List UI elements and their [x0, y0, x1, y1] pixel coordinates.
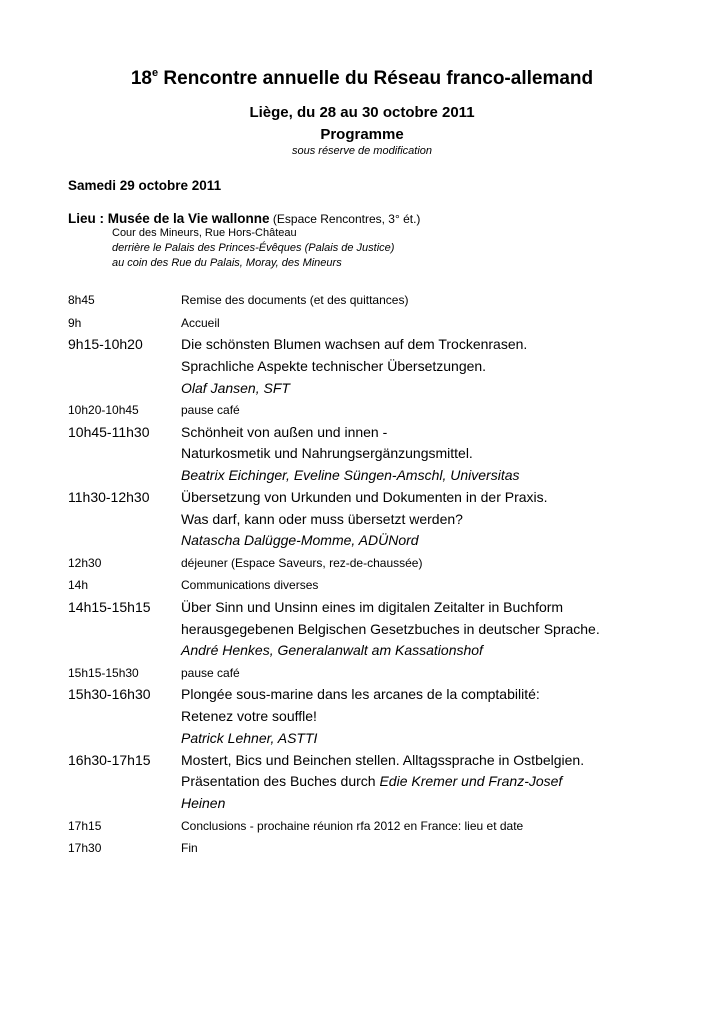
schedule-speaker-name: Heinen [181, 795, 226, 811]
schedule-time: 17h15 [68, 819, 102, 833]
page-subtitle: Liège, du 28 au 30 octobre 2011 [249, 104, 475, 121]
schedule-desc: déjeuner (Espace Saveurs, rez-de-chaussée) [181, 556, 423, 570]
schedule-time: 8h45 [68, 293, 95, 307]
page-title [0, 68, 724, 90]
title-superscript: e [152, 66, 159, 79]
schedule-speaker-name: André Henkes, Generalanwalt am Kassationshof [181, 642, 483, 658]
programme-heading: Programme [320, 126, 404, 143]
schedule-time: 12h30 [68, 556, 102, 570]
schedule-desc: Übersetzung von Urkunden und Dokumenten in der Praxis. [181, 489, 548, 505]
schedule-desc: Schönheit von außen und innen - [181, 424, 388, 440]
schedule-time: 11h30-12h30 [68, 489, 150, 505]
schedule-desc [181, 773, 711, 789]
venue-line [68, 211, 420, 226]
schedule-desc: Was darf, kann oder muss übersetzt werden? [181, 511, 463, 527]
schedule-time: 15h30-16h30 [68, 686, 151, 702]
schedule-desc: Plongée sous-marine dans les arcanes de la comptabilité: [181, 686, 540, 702]
schedule-desc: Sprachliche Aspekte technischer Übersetzungen. [181, 358, 487, 374]
schedule-time: 16h30-17h15 [68, 752, 151, 768]
address-line-1: Cour des Mineurs, Rue Hors-Château [112, 227, 297, 239]
presentation-text: Präsentation des Buches durch [181, 773, 380, 789]
schedule-desc: Mostert, Bics und Beinchen stellen. Alltagssprache in Ostbelgien. [181, 752, 585, 768]
schedule-desc: Fin [181, 841, 198, 855]
schedule-speaker-name: Beatrix Eichinger, Eveline Süngen-Amschl, Universitas [181, 467, 520, 483]
schedule-desc: Remise des documents (et des quittances) [181, 293, 409, 307]
venue-name: Musée de la Vie wallonne [107, 211, 270, 226]
address-line-3: au coin des Rue du Palais, Moray, des Mineurs [112, 257, 342, 269]
title-text: Rencontre annuelle du Réseau franco-allemand [158, 68, 594, 89]
schedule-time: 9h [68, 316, 82, 330]
schedule-time: 10h20-10h45 [68, 403, 139, 417]
schedule-desc: Communications diverses [181, 578, 319, 592]
schedule-time: 9h15-10h20 [68, 336, 143, 352]
venue-label: Lieu : [68, 211, 108, 226]
schedule-speaker-name: Patrick Lehner, ASTTI [181, 730, 318, 746]
schedule-speaker-name: Natascha Dalügge-Momme, ADÜNord [181, 532, 419, 548]
date-heading: Samedi 29 octobre 2011 [68, 178, 222, 193]
schedule-desc: pause café [181, 403, 240, 417]
schedule-desc: pause café [181, 666, 240, 680]
title-number: 18 [130, 68, 152, 89]
schedule-time: 17h30 [68, 841, 102, 855]
schedule-desc: Die schönsten Blumen wachsen auf dem Trockenrasen. [181, 336, 528, 352]
schedule-desc: Über Sinn und Unsinn eines im digitalen Zeitalter in Buchform [181, 599, 564, 615]
schedule-desc: herausgegebenen Belgischen Gesetzbuches in deutscher Sprache. [181, 621, 600, 637]
address-line-2: derrière le Palais des Princes-Évêques (Palais de Justice) [112, 242, 395, 254]
schedule-desc: Retenez votre souffle! [181, 708, 317, 724]
reserve-note: sous réserve de modification [291, 145, 432, 157]
schedule-desc: Naturkosmetik und Nahrungsergänzungsmittel. [181, 445, 473, 461]
schedule-desc: Conclusions - prochaine réunion rfa 2012 en France: lieu et date [181, 819, 524, 833]
schedule-time: 14h [68, 578, 89, 592]
schedule-time: 14h15-15h15 [68, 599, 151, 615]
venue-detail: (Espace Rencontres, 3° ét.) [269, 212, 421, 226]
schedule-time: 10h45-11h30 [68, 424, 150, 440]
schedule-speaker-name: Edie Kremer und Franz-Josef [379, 773, 563, 789]
schedule-desc: Accueil [181, 316, 220, 330]
schedule-speaker-name: Olaf Jansen, SFT [181, 380, 290, 396]
schedule-time: 15h15-15h30 [68, 666, 139, 680]
